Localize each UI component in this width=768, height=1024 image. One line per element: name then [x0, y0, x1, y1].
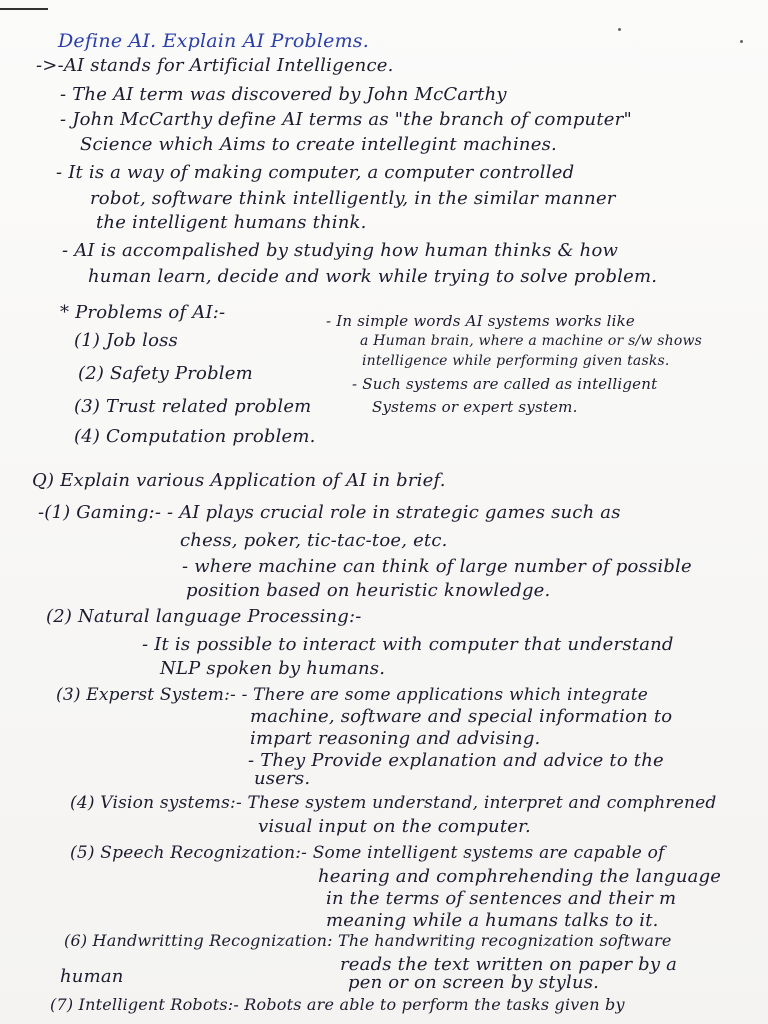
question-heading: Q) Explain various Application of AI in brief.	[32, 470, 446, 491]
handwriting-margin-note: human	[60, 966, 124, 987]
gaming-line-2: chess, poker, tic-tac-toe, etc.	[180, 530, 448, 551]
problem-4: (4) Computation problem.	[74, 426, 316, 447]
nlp-heading: (2) Natural language Processing:-	[46, 606, 362, 627]
side-note-3: intelligence while performing given tasks.	[362, 353, 670, 369]
gaming-line-1: -(1) Gaming:- - AI plays crucial role in strategic games such as	[38, 502, 621, 523]
expert-line-2: machine, software and special information to	[250, 706, 673, 727]
expert-line-1: (3) Experst System:- - There are some applications which integrate	[56, 685, 649, 705]
side-note-4: - Such systems are called as intelligent	[352, 375, 658, 393]
line-6: robot, software think intelligently, in the similar manner	[90, 188, 616, 209]
expert-line-5: users.	[254, 768, 311, 789]
page-title: Define AI. Explain AI Problems.	[58, 30, 369, 52]
line-5: - It is a way of making computer, a computer controlled	[56, 162, 575, 183]
speech-line-4: meaning while a humans talks to it.	[326, 910, 659, 931]
line-1: ->-AI stands for Artificial Intelligence.	[36, 55, 394, 76]
line-4: Science which Aims to create intellegint machines.	[80, 134, 557, 155]
problems-heading: * Problems of AI:-	[60, 302, 226, 323]
ink-dot	[740, 40, 743, 43]
expert-line-3: impart reasoning and advising.	[250, 728, 541, 749]
speech-line-2: hearing and comphrehending the language	[318, 866, 722, 887]
side-note-1: - In simple words AI systems works like	[326, 312, 636, 330]
line-9: human learn, decide and work while trying to solve problem.	[88, 266, 658, 287]
handwriting-line-1: (6) Handwritting Recognization: The handwriting recognization software	[64, 931, 672, 950]
vision-line-1: (4) Vision systems:- These system understand, interpret and comphrened	[70, 793, 717, 813]
line-3: - John McCarthy define AI terms as "the branch of computer"	[60, 109, 632, 130]
line-7: the intelligent humans think.	[96, 212, 367, 233]
gaming-line-3: - where machine can think of large number of possible	[182, 556, 692, 577]
vision-line-2: visual input on the computer.	[258, 816, 531, 837]
speech-line-3: in the terms of sentences and their m	[326, 888, 677, 909]
line-8: - AI is accompalished by studying how human thinks & how	[62, 240, 619, 261]
nlp-line-1: - It is possible to interact with computer that understand	[142, 634, 674, 655]
line-2: - The AI term was discovered by John McCarthy	[60, 84, 507, 105]
side-note-2: a Human brain, where a machine or s/w shows	[360, 333, 703, 349]
handwriting-line-2: reads the text written on paper by a	[340, 954, 678, 975]
side-note-5: Systems or expert system.	[372, 398, 578, 416]
top-rule-line	[0, 8, 48, 10]
robots-line-1: (7) Intelligent Robots:- Robots are able to perform the tasks given by	[50, 995, 625, 1014]
handwriting-line-3: pen or on screen by stylus.	[348, 972, 600, 993]
gaming-line-4: position based on heuristic knowledge.	[186, 580, 551, 601]
problem-1: (1) Job loss	[74, 330, 178, 351]
speech-line-1: (5) Speech Recognization:- Some intelligent systems are capable of	[70, 843, 665, 863]
problem-2: (2) Safety Problem	[78, 363, 253, 384]
expert-line-4: - They Provide explanation and advice to the	[248, 750, 664, 771]
problem-3: (3) Trust related problem	[74, 396, 312, 417]
ink-dot	[618, 28, 621, 31]
nlp-line-2: NLP spoken by humans.	[160, 658, 386, 679]
